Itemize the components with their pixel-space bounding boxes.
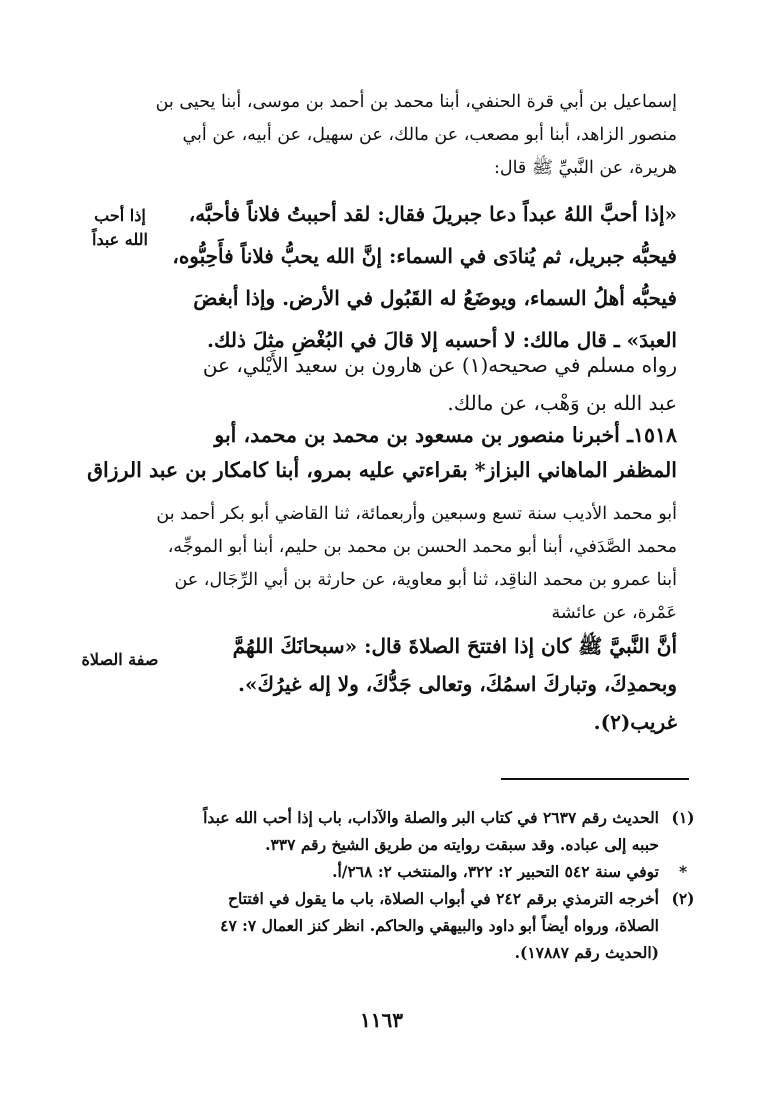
hadith-text-1 bbox=[172, 193, 677, 361]
hadith-text-2 bbox=[187, 627, 677, 741]
footnote-marker: (٢) bbox=[671, 889, 695, 908]
hadith-number-header-line: ١٥١٨ـ أخبرنا منصور بن مسعود بن محمد بن محمد، أبو bbox=[214, 423, 677, 447]
footnote-1 bbox=[187, 804, 707, 858]
isnad-line: أبو محمد الأديب سنة تسع وسبعين وأربعمائة، ثنا القاضي أبو بكر أحمد بن bbox=[156, 504, 677, 524]
footnote-line: الحديث رقم ٢٦٣٧ في كتاب البر والصلة والآداب، باب إذا أحب الله عبداً bbox=[203, 808, 659, 827]
footnote-separator bbox=[501, 778, 689, 780]
isnad-line: منصور الزاهد، أبنا أبو مصعب، عن مالك، عن سهيل، عن أبيه، عن أبي bbox=[182, 125, 677, 145]
footnote-line: (الحديث رقم ١٧٨٨٧). bbox=[514, 943, 659, 962]
footnote-line: حببه إلى عباده. وقد سبقت روايته من طريق الشيخ رقم ٣٣٧. bbox=[265, 835, 659, 854]
footnote-line: أخرجه الترمذي برقم ٢٤٢ في أبواب الصلاة، باب ما يقول في افتتاح bbox=[227, 889, 659, 908]
narration-block-1 bbox=[187, 346, 677, 422]
margin-note-prayer-description bbox=[70, 648, 170, 672]
footnote-text bbox=[187, 804, 659, 858]
footnote-star bbox=[187, 858, 707, 885]
hadith-line: «إذا أحبَّ اللهُ عبداً دعا جبريلَ فقال: لقد أحببتُ فلاناً فأحبَّه، bbox=[188, 202, 677, 226]
footnote-text bbox=[187, 885, 659, 966]
margin-note-line: إذا أحب bbox=[94, 206, 146, 225]
margin-note-if-allah-loves bbox=[70, 204, 170, 252]
isnad-line: أبنا عمرو بن محمد الناقِد، ثنا أبو معاوية، عن حارثة بن أبي الرِّجَال، عن bbox=[174, 570, 677, 590]
narration-line: رواه مسلم في صحيحه(١) عن هارون بن سعيد الأَيْلي، عن bbox=[202, 353, 677, 377]
page-number: ١١٦٣ bbox=[360, 1008, 403, 1032]
footnote-line: الصلاة، ورواه أيضاً أبو داود والبيهقي والحاكم. انظر كنز العمال ٧: ٤٧ bbox=[220, 916, 659, 935]
footnote-marker: (١) bbox=[671, 808, 695, 827]
isnad-block-2 bbox=[156, 498, 677, 630]
hadith-line: العبدَ» ـ قال مالك: لا أحسبه إلا قالَ في البُغْضِ مثلَ ذلك. bbox=[207, 328, 677, 352]
footnote-line: توفي سنة ٥٤٢ التحبير ٢: ٣٢٢، والمنتخب ٢: ٢٦٨/أ. bbox=[332, 862, 659, 881]
isnad-block-1 bbox=[155, 86, 677, 185]
isnad-line: محمد الصَّدَفي، أبنا أبو محمد الحسن بن محمد بن حليم، أبنا أبو الموجِّه، bbox=[167, 537, 677, 557]
hadith-line: وبحمدِكَ، وتباركَ اسمُكَ، وتعالى جَدُّكَ، ولا إله غيرُكَ». bbox=[237, 672, 677, 696]
hadith-number-header-line: المظفر الماهاني البزاز* بقراءتي عليه بمرو، أبنا كامكار بن عبد الرزاق bbox=[87, 458, 677, 482]
footnote-2 bbox=[187, 885, 707, 966]
hadith-line: فيحبُّه جبريل، ثم يُنادَى في السماء: إنَّ الله يحبُّ فلاناً فأَحِبُّوه، bbox=[172, 244, 677, 268]
isnad-line: هريرة، عن النَّبيِّ ﷺ قال: bbox=[493, 158, 677, 178]
narration-line: عبد الله بن وَهْب، عن مالك. bbox=[447, 391, 677, 415]
footnote-text bbox=[187, 858, 659, 885]
footnote-marker: * bbox=[678, 862, 688, 881]
isnad-line: إسماعيل بن أبي قرة الحنفي، أبنا محمد بن أحمد بن موسى، أبنا يحيى بن bbox=[155, 92, 677, 112]
margin-note-line: الله عبداً bbox=[92, 230, 148, 249]
grading-line: غريب(٢). bbox=[593, 710, 677, 734]
margin-note-line: صفة الصلاة bbox=[81, 650, 159, 669]
isnad-line: عَمْرة، عن عائشة bbox=[551, 603, 677, 623]
footnotes bbox=[187, 804, 707, 966]
hadith-line: فيحبُّه أهلُ السماء، ويوضَعُ له القَبُول في الأرض. وإذا أبغضَ bbox=[193, 286, 677, 310]
hadith-1518-header bbox=[87, 418, 677, 488]
hadith-line: أنَّ النَّبيَّ ﷺ كان إذا افتتحَ الصلاةَ قال: «سبحانَكَ اللهُمَّ bbox=[232, 634, 677, 658]
